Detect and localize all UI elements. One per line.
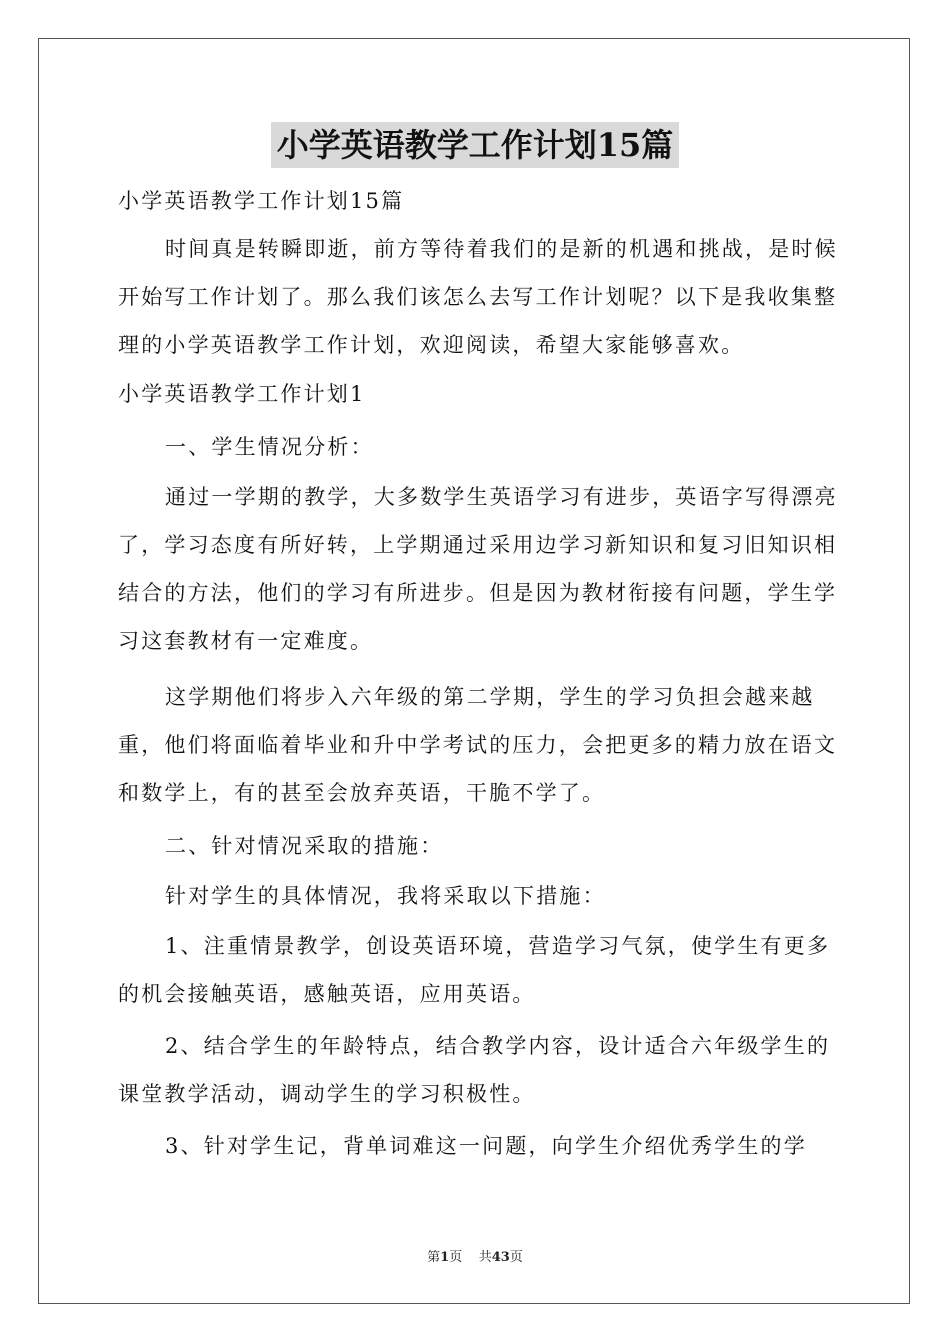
paragraph-measure-3: 3、针对学生记，背单词难这一问题，向学生介绍优秀学生的学 bbox=[165, 1134, 807, 1158]
page-footer bbox=[0, 1246, 950, 1265]
heading-student-analysis: 一、学生情况分析： bbox=[165, 435, 374, 459]
footer-page-prefix: 第 bbox=[427, 1250, 441, 1265]
paragraph-student-progress: 通过一学期的教学，大多数学生英语学习有进步，英语字写得漂亮了，学习态度有所好转，上学期通过采用边学习新知识和复习旧知识相结合的方法，他们的学习有所进步。但是因为教材衔接有问题，学生学习这套教材有一定难度。 bbox=[118, 485, 838, 653]
document-title: 小学英语教学工作计划15篇 bbox=[271, 122, 680, 168]
footer-page-suffix: 页 bbox=[449, 1250, 463, 1265]
paragraph-intro: 时间真是转瞬即逝，前方等待着我们的是新的机遇和挑战，是时候开始写工作计划了。那么我们该怎么去写工作计划呢？以下是我收集整理的小学英语教学工作计划，欢迎阅读，希望大家能够喜欢。 bbox=[118, 237, 838, 357]
paragraph-measure-1: 1、注重情景教学，创设英语环境，营造学习气氛，使学生有更多的机会接触英语，感触英语，应用英语。 bbox=[118, 934, 831, 1006]
footer-total-pages: 43 bbox=[491, 1250, 510, 1265]
paragraph-sixth-grade: 这学期他们将步入六年级的第二学期，学生的学习负担会越来越重，他们将面临着毕业和升中学考试的压力，会把更多的精力放在语文和数学上，有的甚至会放弃英语，干脆不学了。 bbox=[118, 685, 838, 805]
paragraph-measures-intro: 针对学生的具体情况，我将采取以下措施： bbox=[165, 884, 606, 908]
footer-total-prefix: 共 bbox=[478, 1250, 492, 1265]
footer-total-suffix: 页 bbox=[509, 1250, 523, 1265]
heading-measures: 二、针对情况采取的措施： bbox=[165, 834, 444, 858]
section-heading-plan-1: 小学英语教学工作计划1 bbox=[118, 382, 366, 406]
paragraph-measure-2: 2、结合学生的年龄特点，结合教学内容，设计适合六年级学生的课堂教学活动，调动学生的学习积极性。 bbox=[118, 1034, 831, 1106]
subtitle-line: 小学英语教学工作计划15篇 bbox=[118, 189, 405, 213]
footer-page-number: 1 bbox=[440, 1250, 450, 1265]
title-wrap bbox=[0, 122, 950, 168]
